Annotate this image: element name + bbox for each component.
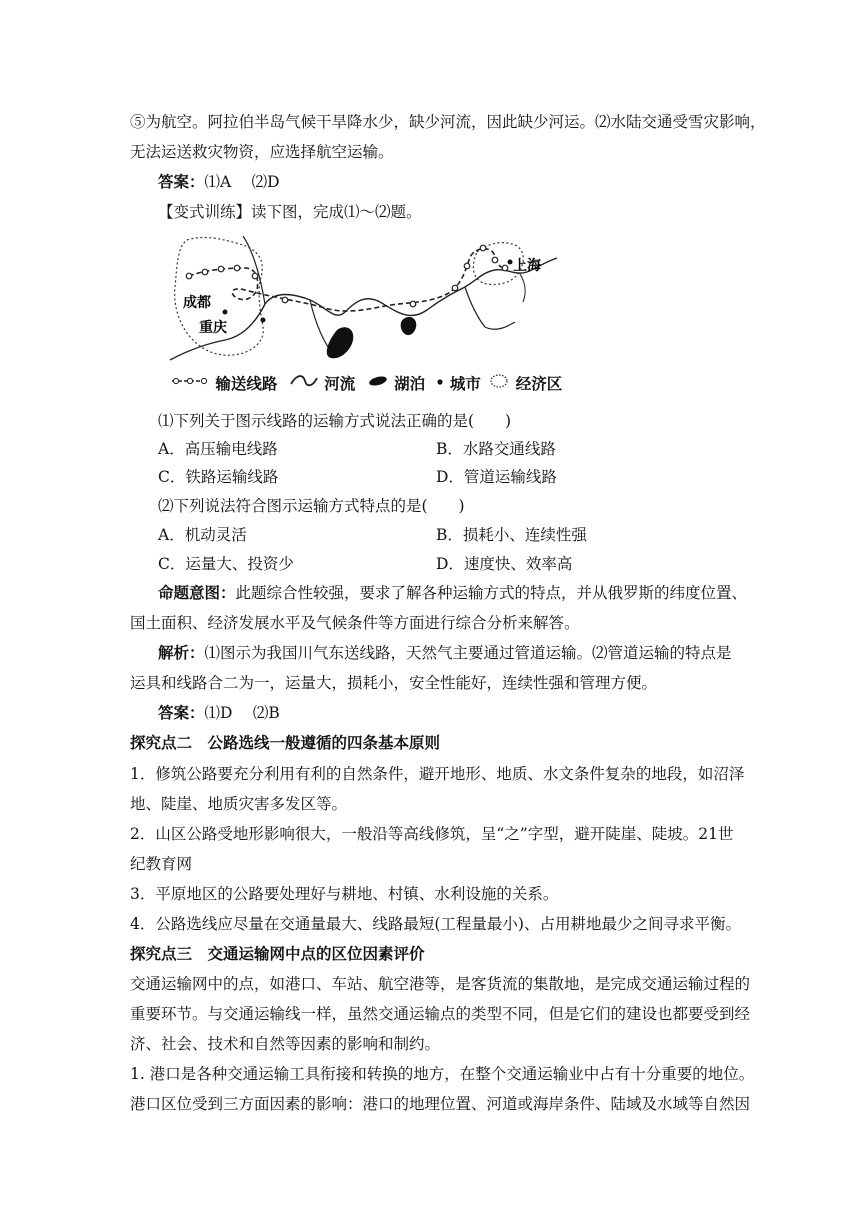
answer-line-2	[158, 698, 768, 728]
legend-city-label: 城市	[449, 375, 481, 393]
analysis-text: ⑴图示为我国川气东送线路，天然气主要通过管道运输。⑵管道运输的特点是	[204, 644, 732, 662]
intent-line	[158, 578, 768, 608]
q2-option-a: A．机动灵活	[158, 526, 247, 544]
q1-option-d: D．管道运输线路	[436, 468, 557, 486]
q2-option-c: C．运量大、投资少	[158, 555, 294, 573]
intent-label: 命题意图：	[158, 583, 236, 602]
river-branch-4	[520, 274, 525, 302]
analysis-line	[158, 638, 768, 668]
river-branch-3	[465, 287, 515, 329]
paragraph-line: 无法运送救灾物资，应选择航空运输。	[130, 143, 394, 161]
section-3-title: 探究点三 交通运输网中点的区位因素评价	[130, 945, 425, 963]
answer-line	[158, 167, 768, 197]
answer-value: ⑴D ⑵B	[204, 704, 280, 722]
intent-text: 此题综合性较强，要求了解各种运输方式的特点，并从俄罗斯的纬度位置、	[235, 584, 748, 602]
city-shanghai-dot	[508, 260, 513, 265]
section-3-para-line-1: 交通运输网中的点，如港口、车站、航空港等，是客货流的集散地，是完成交通运输过程的	[130, 975, 751, 993]
q2-option-b: B．损耗小、连续性强	[436, 526, 587, 544]
variant-title: 【变式训练】读下图，完成⑴～⑵题。	[158, 203, 422, 221]
q1-option-a: A．高压输电线路	[158, 440, 278, 458]
river-main	[170, 258, 557, 360]
legend-river-label: 河流	[324, 375, 356, 393]
rule-1-line-2: 地、陡崖、地质灾害多发区等。	[130, 795, 348, 813]
paragraph-line: ⑤为航空。阿拉伯半岛气候干旱降水少，缺少河流，因此缺少河运。⑵水陆交通受雪灾影响，	[130, 113, 766, 131]
rule-2-line-2: 纪教育网	[130, 855, 193, 873]
port-para-line-2: 港口区位受到三方面因素的影响：港口的地理位置、河道或海岸条件、陆域及水域等自然因	[130, 1095, 751, 1113]
answer-label: 答案：	[158, 703, 205, 722]
river-legend-icon	[289, 374, 319, 392]
q1-option-c: C．铁路运输线路	[158, 468, 279, 486]
legend-lake-label: 湖泊	[394, 375, 426, 393]
analysis-label: 解析：	[158, 643, 205, 662]
city-chengdu-dot	[223, 310, 228, 315]
legend-line-label: 输送线路	[215, 375, 278, 393]
pipeline-route	[189, 249, 505, 311]
question-2-stem: ⑵下列说法符合图示运输方式特点的是( )	[158, 497, 465, 515]
line-legend-icon	[170, 374, 210, 392]
city-legend-icon	[436, 374, 444, 392]
rule-4: 4．公路选线应尽量在交通量最大、线路最短(工程量最小)、占用耕地最少之间寻求平衡。	[130, 915, 741, 933]
lake	[401, 317, 417, 335]
answer-value: ⑴A ⑵D	[204, 173, 280, 191]
answer-label: 答案：	[158, 172, 205, 191]
intent-line-2: 国土面积、经济发展水平及气候条件等方面进行综合分析来解答。	[130, 614, 580, 632]
analysis-line-2: 运具和线路合二为一，运量大，损耗小，安全性能好，连续性强和管理方便。	[130, 674, 658, 692]
label-shanghai: 上海	[513, 258, 541, 274]
rule-1-line-1: 1．修筑公路要充分利用有利的自然条件，避开地形、地质、水文条件复杂的地段，如沼泽	[130, 765, 745, 783]
port-para-line-1: 1. 港口是各种交通运输工具衔接和转换的地方，在整个交通运输业中占有十分重要的地位。	[130, 1065, 755, 1083]
lake-legend-icon	[367, 374, 389, 392]
rule-3: 3．平原地区的公路要处理好与耕地、村镇、水利设施的关系。	[130, 885, 559, 903]
legend-zone-label: 经济区	[515, 375, 563, 393]
label-chongqing: 重庆	[199, 320, 227, 336]
q1-option-b: B．水路交通线路	[436, 440, 556, 458]
city-chongqing-dot	[261, 318, 266, 323]
section-2-title: 探究点二 公路选线一般遵循的四条基本原则	[130, 734, 441, 752]
pipeline-nodes	[186, 245, 508, 307]
map-legend	[170, 372, 562, 394]
zone-legend-icon	[488, 373, 510, 393]
q2-option-d: D．速度快、效率高	[436, 555, 573, 573]
section-3-para-line-3: 济、社会、技术和自然等因素的影响和制约。	[130, 1035, 441, 1053]
rule-2-line-1: 2．山区公路受地形影响很大，一般沿等高线修筑，呈“之”字型，避开陡崖、陡坡。21世	[130, 825, 734, 843]
section-3-para-line-2: 重要环节。与交通运输线一样，虽然交通运输点的类型不同，但是它们的建设也都要受到经	[130, 1005, 751, 1023]
label-chengdu: 成都	[183, 295, 211, 311]
question-1-stem: ⑴下列关于图示线路的运输方式说法正确的是( )	[158, 412, 512, 430]
lake	[327, 327, 354, 358]
